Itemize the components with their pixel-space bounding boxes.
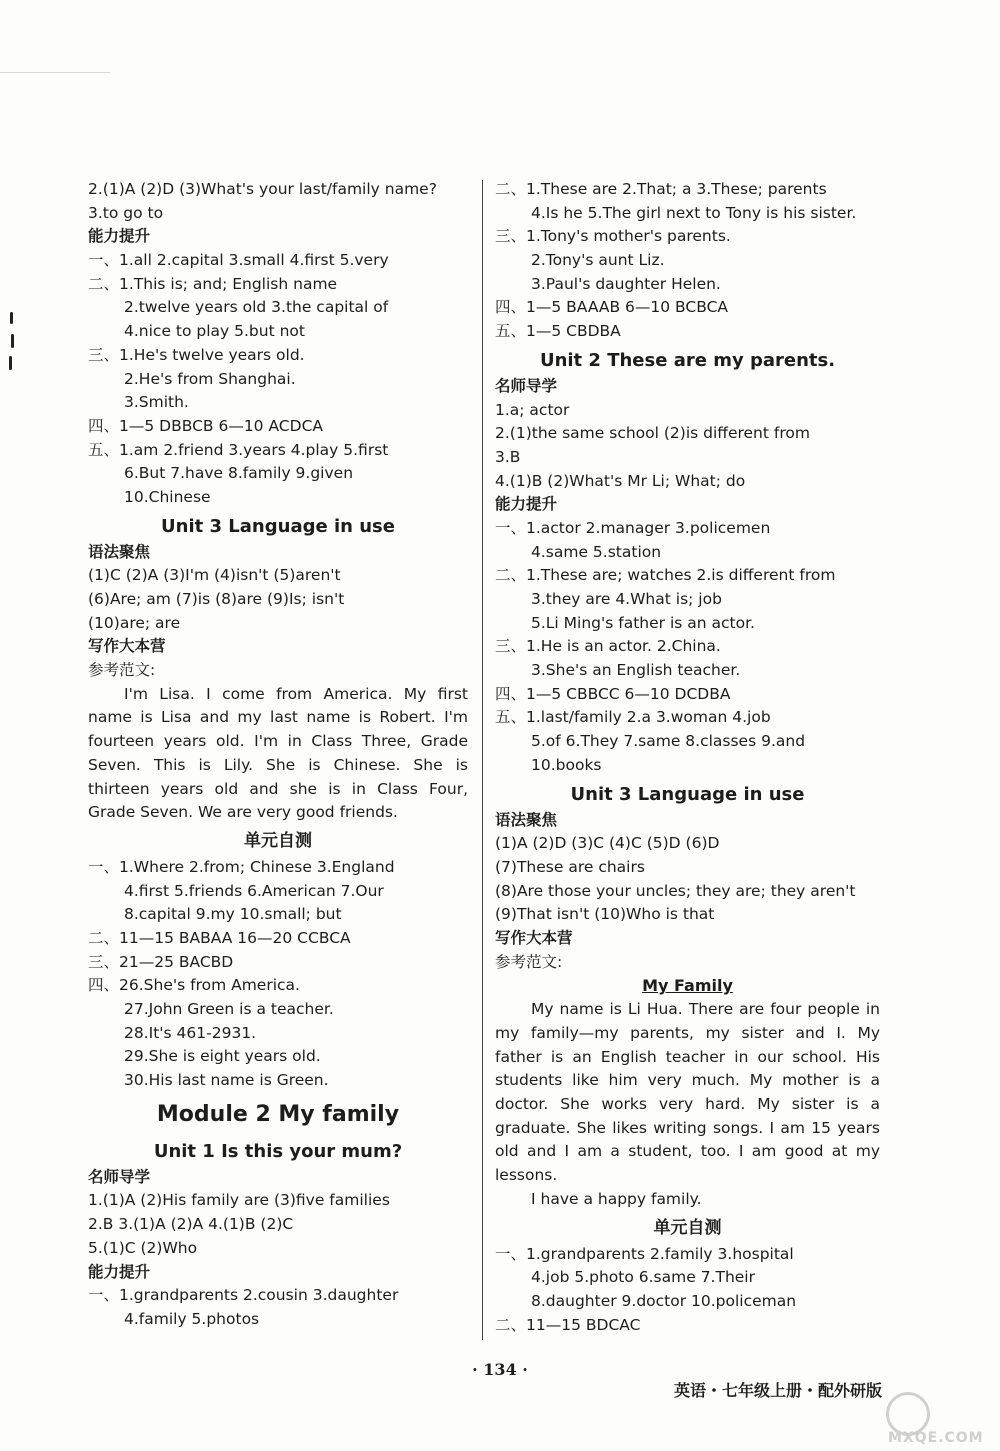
answer-line: 2.Tony's aunt Liz. xyxy=(531,251,665,270)
answer-line: lessons. xyxy=(495,1166,558,1185)
answer-line: 5.of 6.They 7.same 8.classes 9.and xyxy=(531,732,806,751)
answer-line: 4.(1)B (2)What's Mr Li; What; do xyxy=(495,471,746,490)
answer-line: 二、1.These are; watches 2.is different from xyxy=(495,566,836,585)
section-heading: 能力提升 xyxy=(88,1262,151,1281)
answer-line: 三、21—25 BACBD xyxy=(88,952,234,971)
answer-line: 二、1.This is; and; English name xyxy=(88,274,338,293)
answer-line: 4.same 5.station xyxy=(531,542,662,561)
unit-test-heading: 单元自测 xyxy=(244,830,312,851)
answer-line: 29.She is eight years old. xyxy=(124,1047,321,1066)
answer-line: 3.Smith. xyxy=(124,393,189,412)
section-heading: 语法聚焦 xyxy=(495,810,558,829)
section-heading: 语法聚焦 xyxy=(88,542,151,561)
essay-line: students like him very much. My mother is a xyxy=(495,1071,880,1090)
essay-line: graduate. She likes writing songs. I am 15 years xyxy=(495,1118,880,1137)
answer-line: 10.Chinese xyxy=(124,487,211,506)
answer-line: 四、1—5 DBBCB 6—10 ACDCA xyxy=(88,416,323,435)
answer-line: 8.capital 9.my 10.small; but xyxy=(124,905,342,924)
answer-line: 五、1.am 2.friend 3.years 4.play 5.first xyxy=(88,440,389,459)
answer-line: 一、1.all 2.capital 3.small 4.first 5.very xyxy=(88,251,389,270)
unit-heading: Unit 3 Language in use xyxy=(161,515,395,537)
answer-line: 4.nice to play 5.but not xyxy=(124,322,305,341)
answer-line: 3.Paul's daughter Helen. xyxy=(531,274,721,293)
answer-line: 二、1.These are 2.That; a 3.These; parents xyxy=(495,180,827,198)
answer-line: 5.(1)C (2)Who xyxy=(88,1238,198,1257)
answer-line: (8)Are those your uncles; they are; they aren't xyxy=(495,881,856,900)
binding-mark xyxy=(8,312,16,372)
answer-line: (1)C (2)A (3)I'm (4)isn't (5)aren't xyxy=(88,566,341,585)
essay-line: fourteen years old. I'm in Class Three, Grade xyxy=(88,732,468,751)
section-heading: 写作大本营 xyxy=(495,928,573,947)
answer-line: 3.She's an English teacher. xyxy=(531,661,741,680)
section-heading: 能力提升 xyxy=(88,227,151,246)
essay-line: I'm Lisa. I come from America. My first xyxy=(124,684,468,703)
answer-line: 27.John Green is a teacher. xyxy=(124,1000,334,1018)
answer-line: 2.(1)A (2)D (3)What's your last/family name? xyxy=(88,180,437,198)
unit-heading: Unit 1 Is this your mum? xyxy=(153,1140,403,1162)
answer-line: 三、1.He is an actor. 2.China. xyxy=(495,637,721,656)
answer-line: 四、26.She's from America. xyxy=(88,976,300,995)
answer-line: 参考范文: xyxy=(88,661,156,680)
answer-line: 二、11—15 BDCAC xyxy=(495,1315,641,1334)
answer-line: 30.His last name is Green. xyxy=(124,1071,329,1090)
answer-line: 3.to go to xyxy=(88,203,164,222)
right-column xyxy=(495,178,880,1337)
essay-line: my family—my parents, my sister and I. My xyxy=(495,1024,880,1042)
essay-title: My Family xyxy=(642,976,733,996)
answer-line: (1)A (2)D (3)C (4)C (5)D (6)D xyxy=(495,834,720,853)
essay-line: thirteen years old and she is in Class Four, xyxy=(88,779,468,798)
answer-line: 一、1.Where 2.from; Chinese 3.England xyxy=(88,857,395,876)
essay-line: old and I am a student, too. I am good at my xyxy=(495,1142,880,1161)
section-heading: 能力提升 xyxy=(495,495,558,514)
answer-line: 4.job 5.photo 6.same 7.Their xyxy=(531,1268,755,1287)
essay-line: I have a happy family. xyxy=(531,1189,702,1208)
answer-line: 参考范文: xyxy=(495,952,563,971)
scan-edge-line xyxy=(0,72,110,73)
answer-line: 10.books xyxy=(531,755,602,774)
answer-line: (9)That isn't (10)Who is that xyxy=(495,905,715,924)
answer-line: 1.(1)A (2)His family are (3)five families xyxy=(88,1191,390,1210)
watermark-text: MXQE.COM xyxy=(888,1430,984,1446)
essay-line: doctor. She works very hard. My sister is a xyxy=(495,1095,880,1114)
section-heading: 写作大本营 xyxy=(88,637,166,656)
essay-line: Seven. This is Lily. She is Chinese. She is xyxy=(88,755,468,774)
answer-line: 2.twelve years old 3.the capital of xyxy=(124,298,389,317)
answer-line: 五、1.last/family 2.a 3.woman 4.job xyxy=(495,708,771,727)
answer-line: 一、1.grandparents 2.family 3.hospital xyxy=(495,1244,794,1263)
answer-line: 28.It's 461-2931. xyxy=(124,1023,257,1042)
unit-test-heading: 单元自测 xyxy=(653,1217,722,1238)
unit-heading: Unit 2 These are my parents. xyxy=(539,349,836,371)
answer-line: 2.B 3.(1)A (2)A 4.(1)B (2)C xyxy=(88,1215,294,1234)
left-column xyxy=(88,178,468,1332)
answer-line: 三、1.Tony's mother's parents. xyxy=(495,227,731,246)
answer-line: (7)These are chairs xyxy=(495,857,645,876)
answer-line: 2.He's from Shanghai. xyxy=(124,369,296,388)
module-heading: Module 2 My family xyxy=(156,1101,400,1127)
answer-line: 四、1—5 BAAAB 6—10 BCBCA xyxy=(495,298,728,317)
answer-line: 五、1—5 CBDBA xyxy=(495,322,621,341)
page-number: · 134 · xyxy=(472,1360,528,1379)
answer-line: 二、11—15 BABAA 16—20 CCBCA xyxy=(88,928,351,947)
answer-line: 2.(1)the same school (2)is different from xyxy=(495,424,810,443)
section-heading: 名师导学 xyxy=(88,1167,151,1186)
unit-heading: Unit 3 Language in use xyxy=(570,783,805,805)
essay-line: father is an English teacher in our school. His xyxy=(495,1047,880,1066)
section-heading: 名师导学 xyxy=(495,376,558,395)
answer-line: 一、1.grandparents 2.cousin 3.daughter xyxy=(88,1286,399,1305)
book-label: 英语・七年级上册・配外研版 xyxy=(673,1381,882,1400)
answer-line: Grade Seven. We are very good friends. xyxy=(88,803,398,822)
answer-line: 4.first 5.friends 6.American 7.Our xyxy=(124,881,384,900)
answer-line: 4.family 5.photos xyxy=(124,1309,260,1328)
answer-line: 3.B xyxy=(495,447,521,466)
answer-line: 3.they are 4.What is; job xyxy=(531,590,722,608)
essay-line: name is Lisa and my last name is Robert. I'm xyxy=(88,708,468,727)
answer-line: 5.Li Ming's father is an actor. xyxy=(531,613,755,632)
answer-line: 8.daughter 9.doctor 10.policeman xyxy=(531,1291,797,1310)
answer-line: (10)are; are xyxy=(88,613,181,632)
answer-line: (6)Are; am (7)is (8)are (9)Is; isn't xyxy=(88,590,345,608)
answer-line: 1.a; actor xyxy=(495,400,570,419)
answer-line: 一、1.actor 2.manager 3.policemen xyxy=(495,518,771,537)
watermark xyxy=(878,1392,988,1448)
column-divider xyxy=(482,180,483,1340)
answer-line: 四、1—5 CBBCC 6—10 DCDBA xyxy=(495,684,731,703)
essay-line: My name is Li Hua. There are four people in xyxy=(531,1000,880,1019)
answer-line: 4.Is he 5.The girl next to Tony is his sister. xyxy=(531,203,857,222)
answer-line: 6.But 7.have 8.family 9.given xyxy=(124,464,354,483)
answer-line: 三、1.He's twelve years old. xyxy=(88,345,305,364)
